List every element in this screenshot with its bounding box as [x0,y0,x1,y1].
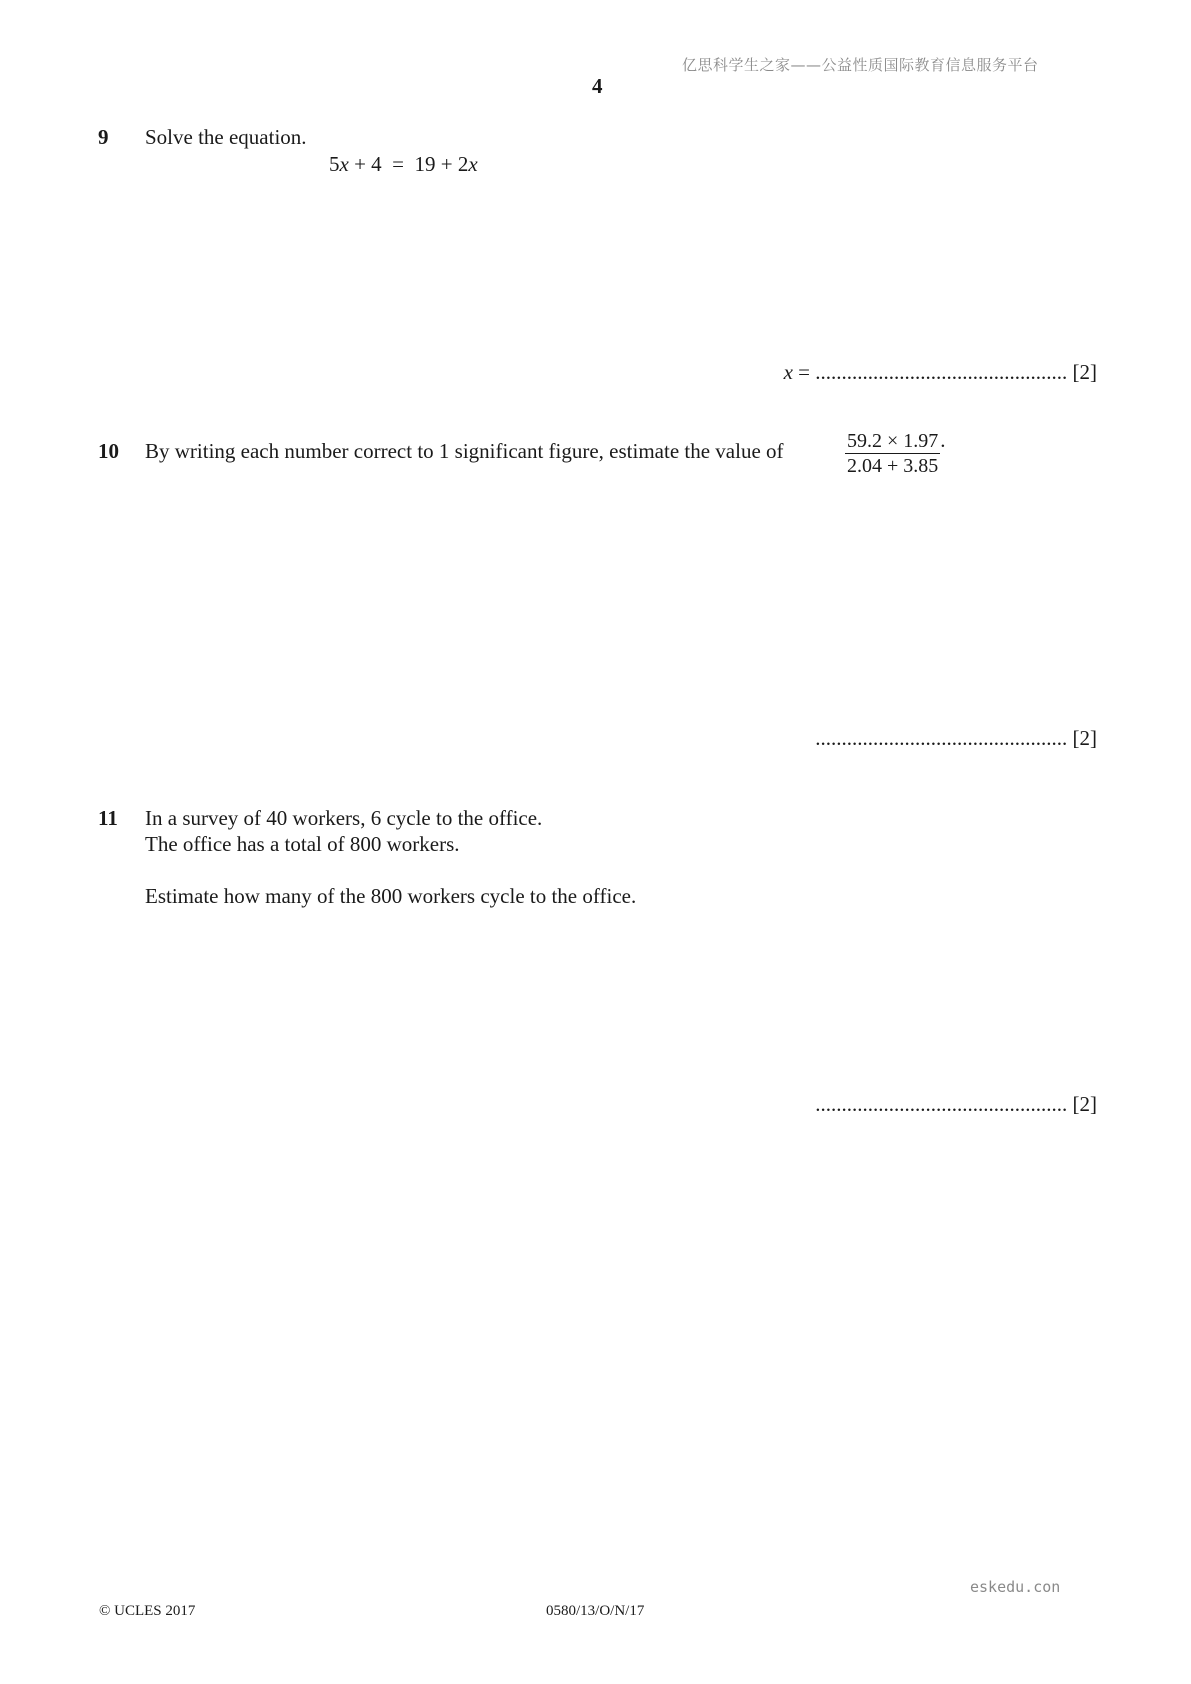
question-9-text: Solve the equation. [145,125,307,149]
question-10-answer-line[interactable] [815,726,1097,751]
answer-marks: [2] [1072,726,1097,750]
eq-lhs-var: x [339,152,349,176]
answer-var: x [783,360,793,384]
answer-marks: [2] [1072,360,1097,384]
eq-rhs-var: x [468,152,478,176]
page-number: 4 [592,74,603,98]
answer-marks: [2] [1072,1092,1097,1116]
question-11-number: 11 [98,806,118,830]
fraction-period: . [940,428,946,452]
header-watermark: 亿思科学生之家——公益性质国际教育信息服务平台 [682,56,1039,74]
question-11-line-1: In a survey of 40 workers, 6 cycle to the office. [145,806,543,830]
answer-dots: ................................................ [815,1092,1068,1116]
question-9-equation [329,152,478,177]
question-11-answer-line[interactable] [815,1092,1097,1117]
question-10-fraction [845,430,940,477]
answer-dots: ................................................ [815,726,1068,750]
question-10-number: 10 [98,439,119,463]
fraction-denominator: 2.04 + 3.85 [847,455,939,477]
answer-eq: = [792,360,816,384]
fraction-numerator: 59.2 × 1.97 [847,430,939,452]
question-9-number: 9 [98,125,109,149]
eq-lhs-coef: 5 [329,152,340,176]
footer-paper-code: 0580/13/O/N/17 [546,1603,645,1619]
question-10-expression [845,428,946,477]
question-9-answer-line[interactable] [784,360,1097,385]
answer-dots: ................................................ [815,360,1068,384]
question-10-text: By writing each number correct to 1 significant figure, estimate the value of [145,439,784,463]
question-11-line-2: The office has a total of 800 workers. [145,832,460,856]
footer-copyright: © UCLES 2017 [99,1603,196,1619]
eq-lhs-rest: + 4 = 19 + 2 [348,152,469,176]
question-11-line-3: Estimate how many of the 800 workers cycle to the office. [145,884,637,908]
footer-watermark: eskedu.con [970,1578,1061,1596]
